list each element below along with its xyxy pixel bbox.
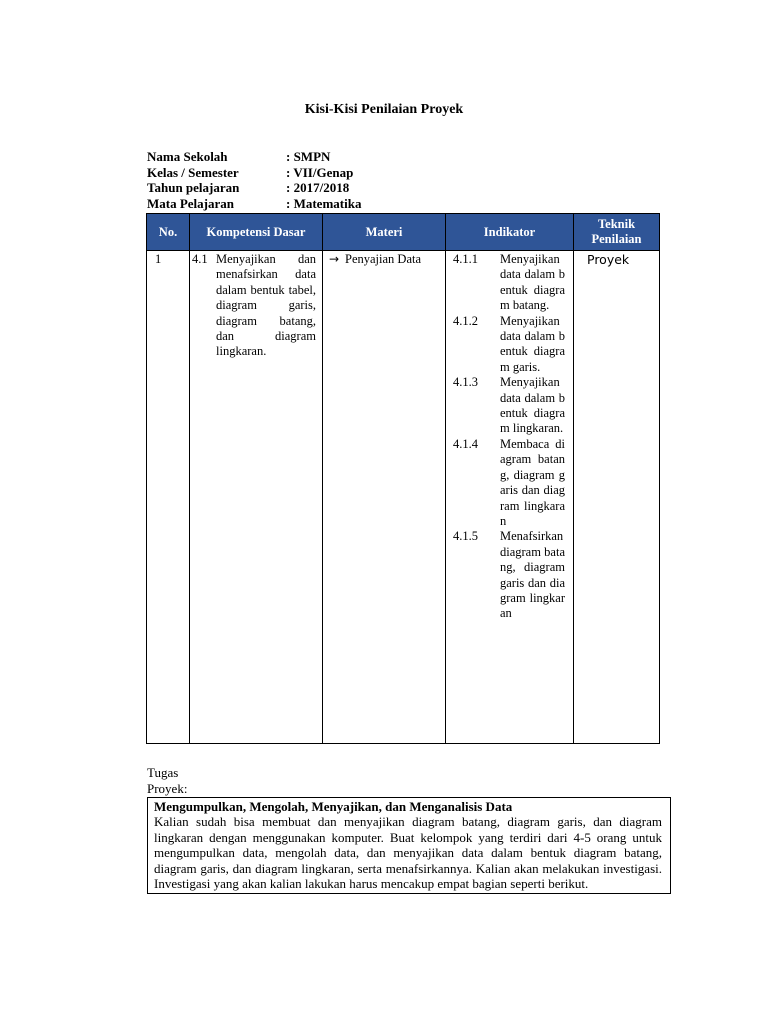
header-no: No.	[147, 214, 190, 251]
kd-text: Menyajikan dan menafsirkan data dalam bentuk tabel, diagram garis, diagram batang, dan diagram lingkaran.	[216, 252, 316, 359]
cell-no: 1	[147, 251, 190, 744]
info-row-school	[147, 149, 361, 165]
header-materi: Materi	[323, 214, 446, 251]
school-info	[147, 149, 361, 211]
info-label: Tahun pelajaran	[147, 180, 240, 195]
indikator-text: Menyajikan data dalam bentuk diagram batang.	[500, 252, 565, 313]
info-value: : SMPN	[286, 149, 331, 164]
info-label: Kelas / Semester	[147, 164, 239, 180]
indikator-item	[453, 375, 565, 437]
kd-number: 4.1	[192, 252, 208, 266]
kisi-table	[146, 213, 660, 744]
header-indikator: Indikator	[446, 214, 574, 251]
indikator-text: Menyajikan data dalam bentuk diagram garis.	[500, 313, 565, 374]
info-value: : VII/Genap	[286, 164, 354, 180]
cell-materi	[323, 251, 446, 744]
indikator-item	[453, 314, 565, 376]
indikator-text: Menafsirkan diagram batang, diagram garis dan diagram lingkaran	[500, 529, 565, 621]
info-row-year	[147, 180, 361, 196]
indikator-number: 4.1.5	[453, 529, 478, 544]
info-row-class	[147, 165, 361, 181]
tugas-box-body: Kalian sudah bisa membuat dan menyajikan diagram batang, diagram garis, dan diagram lingkaran dengan menggunakan komputer. Buat kelompok yang terdiri dari 4-5 orang untuk mengumpulkan data, mengolah data, dan menyajikan data dalam bentuk diagram batang, diagram garis, dan diagram lingkaran, serta menafsirkannya. Kalian akan melakukan investigasi. Investigasi yang akan kalian lakukan harus mencakup empat bagian seperti berikut.	[154, 814, 662, 892]
indikator-number: 4.1.4	[453, 436, 478, 451]
indikator-text: Menyajikan data dalam bentuk diagram lingkaran.	[500, 375, 565, 436]
arrow-right-icon: →	[328, 252, 340, 266]
tugas-box	[147, 797, 671, 894]
indikator-item	[453, 252, 565, 314]
cell-kompetensi-dasar	[190, 251, 323, 744]
materi-text: Penyajian Data	[345, 252, 422, 266]
tugas-box-title: Mengumpulkan, Mengolah, Menyajikan, dan Menganalisis Data	[154, 799, 513, 814]
indikator-item	[453, 529, 565, 621]
page-title: Kisi-Kisi Penilaian Proyek	[304, 102, 464, 117]
indikator-number: 4.1.3	[453, 375, 478, 390]
tugas-label: Tugas Proyek:	[147, 765, 188, 796]
cell-indikator	[446, 251, 574, 744]
indikator-text: Membaca diagram batang, diagram garis dan diagram lingkaran	[500, 436, 565, 528]
info-row-subject	[147, 196, 361, 212]
cell-teknik-penilaian: Proyek	[574, 251, 660, 744]
indikator-item	[453, 437, 565, 529]
table-header-row	[147, 214, 660, 251]
info-value: : 2017/2018	[286, 180, 350, 195]
indikator-number: 4.1.2	[453, 313, 478, 328]
indikator-number: 4.1.1	[453, 252, 478, 266]
header-kompetensi-dasar: Kompetensi Dasar	[190, 214, 323, 251]
header-teknik-penilaian: Teknik Penilaian	[574, 214, 660, 251]
info-label: Mata Pelajaran	[147, 195, 235, 211]
info-label: Nama Sekolah	[147, 149, 228, 164]
table-row	[147, 251, 660, 744]
info-value: : Matematika	[286, 195, 362, 211]
